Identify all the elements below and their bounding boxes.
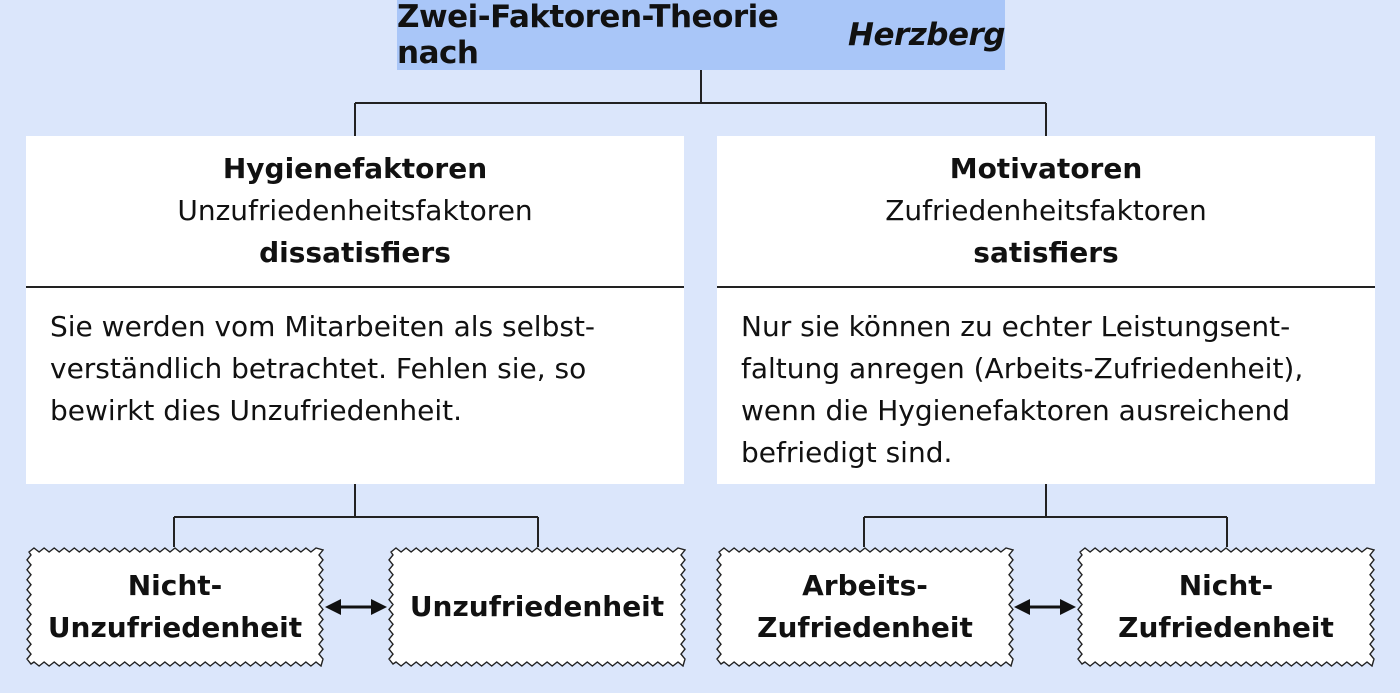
right-double-arrow-icon — [1014, 599, 1076, 615]
outcome-left-b-label: Unzufriedenheit — [409, 590, 665, 623]
motivators-header — [717, 136, 1375, 288]
outcome-box-right-a — [716, 547, 1014, 667]
outcome-left-a-label: Nicht- Unzufriedenheit — [47, 569, 303, 644]
motivators-panel — [717, 136, 1375, 484]
outcome-box-right-b — [1077, 547, 1375, 667]
hygiene-factors-panel — [26, 136, 684, 484]
title-author: Herzberg — [848, 17, 1005, 53]
hygiene-factors-header — [26, 136, 684, 288]
outcome-right-a-label: Arbeits- Zufriedenheit — [757, 569, 973, 644]
title-text: Zwei-Faktoren-Theorie nach — [397, 0, 779, 71]
motivators-english-term: satisfiers — [973, 236, 1119, 269]
motivators-description: Nur sie können zu echter Leistungsent- faltung anregen (Arbeits-Zufriedenheit), wenn die Hygienefaktoren ausreichend befriedigt sind. — [741, 310, 1304, 469]
hygiene-english-term: dissatisfiers — [259, 236, 451, 269]
diagram-title — [397, 0, 1005, 70]
motivators-subheading: Zufriedenheitsfaktoren — [885, 194, 1207, 227]
hygiene-subheading: Unzufriedenheitsfaktoren — [177, 194, 533, 227]
motivators-heading: Motivatoren — [949, 152, 1143, 185]
left-double-arrow-icon — [325, 599, 387, 615]
hygiene-heading: Hygienefaktoren — [222, 152, 488, 185]
outcome-right-b-label: Nicht- Zufriedenheit — [1118, 569, 1334, 644]
outcome-box-left-b — [388, 547, 686, 667]
hygiene-description: Sie werden vom Mitarbeiten als selbst- verständlich betrachtet. Fehlen sie, so bewirkt dies Unzufriedenheit. — [50, 310, 596, 427]
outcome-box-left-a — [26, 547, 324, 667]
